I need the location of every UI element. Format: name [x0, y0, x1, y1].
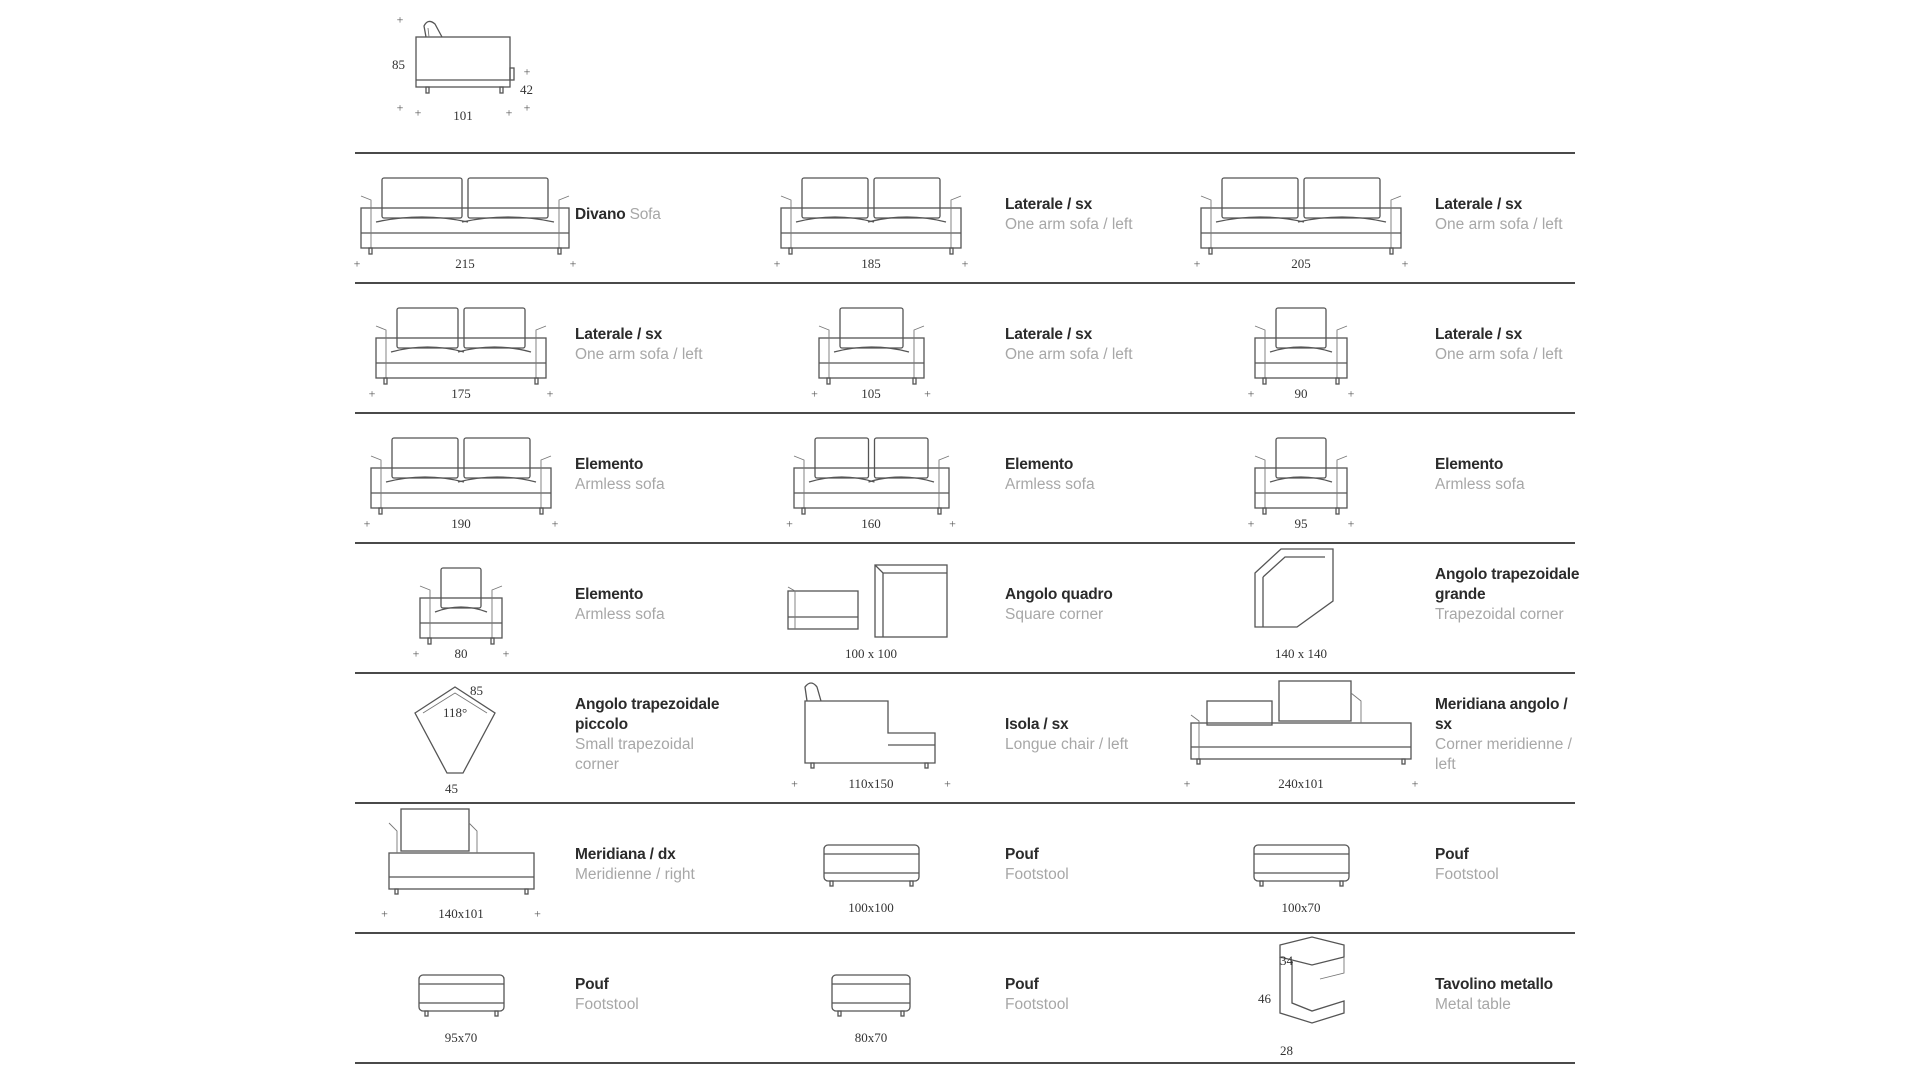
module-label [575, 325, 725, 365]
dimension-tick: + [1347, 516, 1355, 531]
module-name-text: Laterale / sx [1435, 196, 1523, 213]
dimension-label: 105 [861, 386, 881, 401]
pouf-drawing [413, 933, 518, 1043]
module-label [575, 205, 725, 225]
module-cell [745, 673, 1175, 801]
module-name [575, 205, 725, 225]
module-label [1435, 975, 1585, 1015]
module-name [1005, 195, 1155, 215]
meridianadx-drawing [383, 803, 548, 913]
module-name-text: Pouf [1435, 846, 1469, 863]
module-name [1005, 325, 1155, 345]
module-name [1435, 455, 1585, 475]
module-cell [355, 933, 785, 1061]
module-cell [355, 543, 785, 671]
module-subtitle: Footstool [575, 996, 639, 1013]
module-cell [355, 803, 785, 931]
dimension-label: 85 [470, 683, 483, 698]
dimension-tick: + [1193, 256, 1201, 271]
module-label [1435, 325, 1585, 365]
pouf-drawing [818, 803, 933, 913]
module-subtitle: One arm sofa / left [1435, 346, 1563, 363]
module-cell [1175, 153, 1605, 281]
module-subtitle: One arm sofa / left [1005, 346, 1133, 363]
squarecorner-drawing [783, 543, 973, 653]
module-cell [745, 413, 1175, 541]
dimension-label: 175 [451, 386, 471, 401]
module-label [575, 585, 725, 625]
sofa2-drawing [775, 153, 975, 263]
dimension-tick: + [1347, 386, 1355, 401]
module-name [1005, 455, 1155, 475]
module-name-text: Angolo trapezoidale grande [1435, 566, 1580, 603]
module-name [575, 845, 725, 865]
module-name-text: Tavolino metallo [1435, 976, 1553, 993]
module-cell [1175, 933, 1605, 1061]
dimension-tick: + [1247, 516, 1255, 531]
module-subtitle: Armless sofa [1435, 476, 1525, 493]
pouf-drawing [826, 933, 924, 1043]
dimension-tick: + [569, 256, 577, 271]
module-cell [745, 283, 1175, 411]
module-subtitle: Footstool [1005, 996, 1069, 1013]
dimension-tick: + [1183, 776, 1191, 791]
dimension-tick: + [381, 906, 388, 921]
module-name [1435, 195, 1585, 215]
module-name-text: Divano [575, 206, 626, 223]
module-subtitle: Footstool [1435, 866, 1499, 883]
module-subtitle: Corner meridienne / left [1435, 736, 1572, 773]
dimension-tick: + [534, 906, 541, 921]
sofa1-drawing [1249, 283, 1361, 393]
module-name-text: Laterale / sx [575, 326, 663, 343]
module-subtitle: Armless sofa [1005, 476, 1095, 493]
module-name [1435, 975, 1585, 995]
module-label [575, 975, 725, 1015]
dimension-label: 45 [445, 781, 458, 796]
row-divider [355, 1062, 1575, 1064]
module-name-text: Laterale / sx [1005, 326, 1093, 343]
dimension-tick: + [368, 386, 376, 401]
sofa2-drawing [365, 413, 565, 523]
dimension-label: 80x70 [854, 1030, 888, 1045]
module-label [575, 455, 725, 495]
module-name-text: Pouf [1005, 976, 1039, 993]
dimension-label: 110x150 [848, 776, 894, 791]
module-label [1435, 455, 1585, 495]
module-name [575, 585, 725, 605]
module-label [575, 845, 725, 885]
module-label [1005, 455, 1155, 495]
dimension-label: 140x101 [438, 906, 484, 921]
module-name [1005, 585, 1155, 605]
dimension-label: 160 [861, 516, 881, 531]
module-name-text: Meridiana angolo / sx [1435, 696, 1568, 733]
module-name-text: Angolo quadro [1005, 586, 1113, 603]
dimension-label: 34 [1280, 953, 1293, 968]
module-name-text: Isola / sx [1005, 716, 1069, 733]
dimension-tick: + [1247, 386, 1255, 401]
module-label [1005, 715, 1155, 755]
dimension-tick: + [546, 386, 554, 401]
module-cell [745, 933, 1175, 1061]
table-drawing [1260, 933, 1360, 1043]
module-name [575, 455, 725, 475]
module-cell [1175, 543, 1605, 671]
module-name [1005, 845, 1155, 865]
dimension-label: 185 [861, 256, 881, 271]
module-subtitle: One arm sofa / left [1435, 216, 1563, 233]
module-cell [1175, 413, 1605, 541]
module-name-text: Laterale / sx [1005, 196, 1093, 213]
sofa2-drawing [788, 413, 963, 523]
meridiana-drawing [1185, 673, 1425, 783]
module-label [1005, 975, 1155, 1015]
dimension-tick: + [1401, 256, 1409, 271]
module-name-text: Pouf [575, 976, 609, 993]
dimension-tick: + [412, 646, 420, 661]
dimension-tick: + [502, 646, 510, 661]
dimension-tick: + [791, 776, 798, 791]
module-name [575, 325, 725, 345]
module-cell [1175, 283, 1605, 411]
dimension-label: 95x70 [444, 1030, 478, 1045]
module-cell [745, 543, 1175, 671]
sofa1-drawing [813, 283, 938, 393]
dimension-label: 46 [1258, 991, 1271, 1006]
side-view-drawing [380, 10, 580, 125]
side-seat-height-dim: 42 [520, 82, 533, 97]
module-cell [355, 673, 785, 801]
dimension-label: 28 [1280, 1043, 1293, 1058]
dimension-label: 215 [455, 256, 475, 271]
module-cell [355, 283, 785, 411]
sofa2-drawing [355, 153, 583, 263]
module-subtitle: One arm sofa / left [1005, 216, 1133, 233]
dimension-tick: + [786, 516, 793, 531]
dimension-label: 100 x 100 [845, 646, 897, 661]
module-label [1435, 565, 1585, 625]
module-name [1435, 565, 1585, 605]
dimension-label: 190 [451, 516, 471, 531]
module-label [1005, 195, 1155, 235]
dimension-tick: + [949, 516, 956, 531]
dimension-tick: + [924, 386, 931, 401]
dimension-tick: + [773, 256, 781, 271]
module-name-text: Angolo trapezoidale piccolo [575, 696, 720, 733]
dimension-tick: + [363, 516, 371, 531]
sofa2-drawing [1195, 153, 1415, 263]
module-subtitle: Armless sofa [575, 606, 665, 623]
dimension-tick: + [944, 776, 951, 791]
island-drawing [793, 673, 963, 783]
module-name [1005, 975, 1155, 995]
module-subtitle: Footstool [1005, 866, 1069, 883]
dimension-label: 90 [1294, 386, 1308, 401]
dimension-tick: + [1411, 776, 1419, 791]
module-name [575, 695, 725, 735]
side-depth-dim: 101 [453, 108, 473, 123]
module-cell [745, 153, 1175, 281]
module-label [1005, 585, 1155, 625]
dimension-label: 100x70 [1281, 900, 1321, 915]
module-label [1435, 695, 1585, 775]
dimension-label: 100x100 [848, 900, 894, 915]
module-subtitle: Meridienne / right [575, 866, 695, 883]
module-subtitle: One arm sofa / left [575, 346, 703, 363]
module-subtitle: Longue chair / left [1005, 736, 1129, 753]
dimension-label: 240x101 [1278, 776, 1324, 791]
side-view: + + + + + + 85 42 101 [380, 10, 580, 125]
pouf-drawing [1248, 803, 1363, 913]
module-name-text: Meridiana / dx [575, 846, 676, 863]
smalltrap-drawing [405, 673, 525, 793]
module-cell [355, 413, 785, 541]
module-cell [355, 153, 785, 281]
module-cell [1175, 673, 1605, 801]
dimension-label: 80 [454, 646, 468, 661]
module-subtitle: Small trapezoidal corner [575, 736, 694, 773]
module-cell [745, 803, 1175, 931]
module-cell [1175, 803, 1605, 931]
sofa1-drawing [1249, 413, 1361, 523]
module-name-text: Elemento [1005, 456, 1074, 473]
dimension-tick: + [811, 386, 818, 401]
dimension-tick: + [961, 256, 969, 271]
side-height-dim: 85 [392, 57, 405, 72]
module-name-text: Laterale / sx [1435, 326, 1523, 343]
module-subtitle: Metal table [1435, 996, 1511, 1013]
module-name-text: Elemento [1435, 456, 1504, 473]
module-subtitle: Trapezoidal corner [1435, 606, 1564, 623]
dimension-label: 140 x 140 [1275, 646, 1327, 661]
dimension-tick: + [551, 516, 559, 531]
dimension-label: 95 [1294, 516, 1308, 531]
dimension-tick: + [353, 256, 361, 271]
module-subtitle: Sofa [629, 206, 661, 223]
module-label [575, 695, 725, 775]
module-name [1435, 845, 1585, 865]
module-label [1005, 325, 1155, 365]
module-subtitle: Square corner [1005, 606, 1104, 623]
module-name [575, 975, 725, 995]
module-label [1005, 845, 1155, 885]
trapcorner-drawing [1245, 543, 1365, 653]
module-subtitle: Armless sofa [575, 476, 665, 493]
dimension-label: 205 [1291, 256, 1311, 271]
module-name-text: Elemento [575, 586, 644, 603]
module-name [1435, 695, 1585, 735]
sofa1-drawing [414, 543, 516, 653]
module-name [1435, 325, 1585, 345]
module-name-text: Elemento [575, 456, 644, 473]
module-name-text: Pouf [1005, 846, 1039, 863]
dimension-label: 118° [443, 705, 468, 720]
module-name [1005, 715, 1155, 735]
module-label [1435, 195, 1585, 235]
module-label [1435, 845, 1585, 885]
sofa2-drawing [370, 283, 560, 393]
